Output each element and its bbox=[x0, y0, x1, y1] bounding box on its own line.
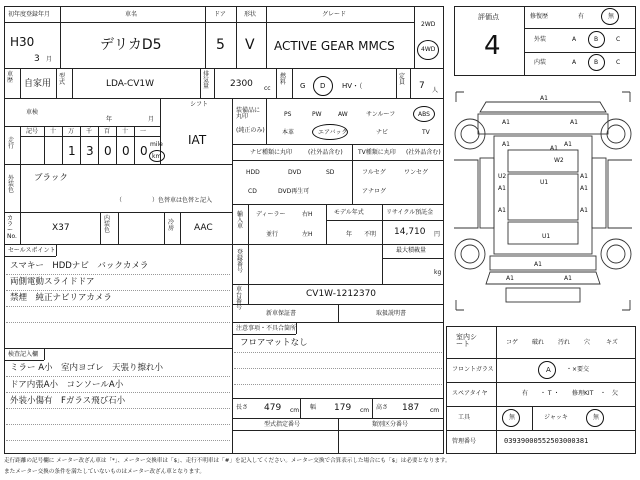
max-load-label: 最大積載量 bbox=[396, 247, 427, 254]
diag-mark-4: A1 bbox=[564, 141, 572, 148]
tv-fullseg: フルセグ bbox=[362, 169, 386, 176]
recycle-fee: 14,710 bbox=[394, 227, 426, 237]
shift: IAT bbox=[188, 133, 207, 147]
mileage-digit-4: 0 bbox=[140, 144, 148, 158]
exterior-label: 外装色 bbox=[8, 175, 15, 194]
repair-no: 無 bbox=[608, 13, 615, 20]
repair-no-circle bbox=[601, 8, 619, 25]
car-name: デリカD5 bbox=[100, 37, 162, 53]
navi-dvd-play: DVD再生可 bbox=[278, 188, 310, 195]
new-car-warranty: 新車保証書 bbox=[266, 310, 297, 317]
notes-line-0: フロアマットなし bbox=[240, 338, 308, 348]
navi-dvd: DVD bbox=[288, 169, 302, 176]
equipment-title: 装備品に丸印 bbox=[236, 107, 261, 120]
max-load-kg: kg bbox=[434, 269, 442, 276]
diag-mark-6: U1 bbox=[540, 179, 549, 186]
drive-4wd: 4WD bbox=[421, 46, 436, 53]
equip-navi: ナビ bbox=[376, 129, 389, 136]
fuel-g: G bbox=[300, 82, 306, 90]
notes-label: 注意事項・不具合箇所 bbox=[236, 325, 297, 332]
reg-month: 3 bbox=[34, 54, 40, 64]
fuel-hv: HV・（ bbox=[342, 82, 363, 90]
aircon-label: 冷房 bbox=[168, 219, 175, 232]
import-label: 輸入車 bbox=[237, 211, 244, 230]
import-dealer: ディーラー bbox=[256, 211, 286, 218]
drive-4wd-circle bbox=[417, 40, 439, 60]
tv-title: TV種類に丸印 bbox=[358, 149, 396, 156]
mgmt-number: 03939000552503000381 bbox=[504, 437, 589, 445]
equip-abs-circle bbox=[413, 106, 435, 122]
equip-tv: TV bbox=[422, 129, 430, 136]
int-grade-b-circle bbox=[588, 54, 605, 71]
diag-mark-16: A1 bbox=[506, 275, 514, 282]
equip-airbag-circle bbox=[312, 124, 348, 140]
use: 自家用 bbox=[24, 79, 52, 89]
model-label: 型式 bbox=[59, 73, 66, 86]
reg-year: H30 bbox=[10, 35, 35, 49]
mileage-digit-label-3: 千 bbox=[86, 128, 93, 135]
sales-line-2: 禁煙 純正ナビリアカメラ bbox=[10, 293, 112, 303]
model: LDA-CV1W bbox=[106, 79, 155, 89]
mileage-digit-label-2: 万 bbox=[68, 128, 75, 135]
jack-none-circle bbox=[586, 409, 604, 427]
inspection-label: 車検 bbox=[26, 109, 39, 116]
length-cm: cm bbox=[290, 407, 300, 414]
inspector-line-1: ドア内張A小 コンソールA小 bbox=[10, 380, 124, 390]
ext-grade-b: B bbox=[594, 36, 599, 43]
spare-label: スペアタイヤ bbox=[452, 390, 488, 397]
inspector-line-2: 外装小傷有 Fガラス飛び石小 bbox=[10, 396, 126, 406]
mileage-digit-1: 3 bbox=[86, 144, 94, 158]
glass-label: フロントガラス bbox=[452, 366, 494, 373]
class-number-label: 類別区分番号 bbox=[372, 421, 409, 428]
score-label: 評価点 bbox=[478, 13, 499, 21]
model-year-label: モデル年式 bbox=[334, 209, 364, 216]
equip-abs: ABS bbox=[418, 111, 430, 118]
height-label: 高さ bbox=[376, 404, 389, 411]
diag-mark-11: A1 bbox=[580, 207, 588, 214]
spare-kit: 修理KIT bbox=[572, 390, 594, 397]
int-grade-a: A bbox=[572, 59, 577, 66]
inspector-line-0: ミラー A小 室内ヨゴレ 天張り擦れ小 bbox=[10, 363, 164, 373]
chassis-number: CV1W-1212370 bbox=[306, 289, 377, 299]
glass-note: ・×要交 bbox=[566, 366, 590, 373]
score: 4 bbox=[484, 31, 501, 61]
inspector-label: 検査記入欄 bbox=[8, 351, 39, 358]
diag-mark-15: A1 bbox=[534, 261, 542, 268]
mileage-digit-label-4: 百 bbox=[104, 128, 111, 135]
diag-mark-17: A1 bbox=[564, 275, 572, 282]
diag-mark-3: A1 bbox=[502, 141, 510, 148]
footer-line-2: またメーター交換の条件を満たしていないものはメーター改ざん車となります。 bbox=[4, 469, 205, 475]
spare-missing: 欠 bbox=[612, 390, 619, 397]
repair-yes: 有 bbox=[578, 13, 585, 20]
interior-grade-label: 内装 bbox=[534, 59, 547, 66]
fuel-label: 燃料 bbox=[280, 73, 287, 86]
tv-analog: アナログ bbox=[362, 188, 387, 195]
drive-2wd: 2WD bbox=[421, 21, 436, 28]
mileage-digit-label-1: 十 bbox=[50, 128, 57, 135]
mileage-digit-label-5: 十 bbox=[122, 128, 129, 135]
repair-label: 修復歴 bbox=[530, 13, 549, 20]
sales-line-0: スマキー HDDナビ バックカメラ bbox=[10, 261, 149, 271]
seat-hole: 穴 bbox=[584, 339, 591, 346]
diag-mark-0: A1 bbox=[540, 95, 548, 102]
seat-label: 室内シート bbox=[456, 333, 477, 348]
import-right: 右H bbox=[302, 211, 313, 218]
exterior-color: ブラック bbox=[34, 173, 68, 183]
seat-burn: コゲ bbox=[506, 339, 519, 346]
import-parallel: 並行 bbox=[266, 231, 279, 238]
diag-mark-8: A1 bbox=[580, 173, 588, 180]
mileage-digit-label-0: 記号 bbox=[26, 128, 39, 135]
person-unit: 人 bbox=[432, 87, 439, 94]
door-label: ドア bbox=[214, 11, 226, 18]
ext-grade-c: C bbox=[616, 36, 621, 43]
car-name-label: 車名 bbox=[125, 11, 138, 18]
mgmt-label: 管理番号 bbox=[452, 438, 477, 445]
diag-mark-2: A1 bbox=[570, 119, 578, 126]
inspection-month-unit: 月 bbox=[148, 116, 155, 123]
seat-tear: 破れ bbox=[532, 339, 545, 346]
spare-yes: 有 bbox=[522, 390, 529, 397]
grade-label: グレード bbox=[322, 11, 347, 18]
seat-dirt: 汚れ bbox=[558, 339, 571, 346]
width-label: 幅 bbox=[310, 404, 317, 411]
owner-manual: 取扱説明書 bbox=[376, 310, 407, 317]
diag-mark-14: U1 bbox=[542, 233, 551, 240]
fuel-d-circle bbox=[313, 76, 333, 96]
int-grade-c: C bbox=[616, 59, 621, 66]
diag-mark-13: W2 bbox=[554, 157, 564, 164]
diag-mark-12: A1 bbox=[550, 145, 558, 152]
type-designation-label: 型式指定番号 bbox=[264, 421, 301, 428]
inspection-year-unit: 年 bbox=[106, 116, 113, 123]
interior-color-label: 内装色 bbox=[104, 215, 111, 234]
mileage-label: 走行 bbox=[8, 137, 15, 150]
reg-year-label: 初年度登録年月 bbox=[8, 11, 51, 18]
diag-mark-9: A1 bbox=[580, 185, 588, 192]
diag-mark-5: U2 bbox=[498, 173, 507, 180]
footer-line-1: 走行距離の記号欄に メーター改ざん車は「*」、メーター交換車は「$」、走行不明車は「#」を記入してください。メーター交換で合算表示した場合にも「$」は必要となります。 bbox=[4, 458, 451, 464]
equip-aw: AW bbox=[338, 111, 348, 118]
exterior-color-note: （ ）色替車は色替と記入 bbox=[116, 197, 213, 204]
doors: 5 bbox=[216, 37, 225, 53]
spare-dot: ・ bbox=[600, 390, 607, 397]
recycle-label: リサイクル預託金 bbox=[386, 209, 434, 216]
equip-pw: PW bbox=[312, 111, 322, 118]
equip-leather: 本革 bbox=[282, 129, 295, 136]
mileage-digit-3: 0 bbox=[122, 144, 130, 158]
height-cm: cm bbox=[430, 407, 440, 414]
ext-grade-a: A bbox=[572, 36, 577, 43]
tools-label: 工具 bbox=[458, 414, 471, 421]
navi-cd: CD bbox=[248, 188, 257, 195]
equip-sunroof: サンルーフ bbox=[366, 111, 396, 118]
color-no-label: カラーNo. bbox=[7, 215, 17, 240]
car-damage-diagram bbox=[450, 88, 636, 314]
model-year-unit: 年 bbox=[346, 231, 353, 238]
int-grade-b: B bbox=[594, 59, 599, 66]
mileage-unit-mile: mile bbox=[150, 141, 163, 148]
exterior-grade-label: 外装 bbox=[534, 36, 547, 43]
import-left: 左H bbox=[302, 231, 313, 238]
chassis-label: 車台番号 bbox=[236, 286, 243, 311]
equipment-subtitle: (純正のみ) bbox=[236, 127, 265, 134]
recycle-yen: 円 bbox=[434, 231, 441, 238]
diag-mark-10: A1 bbox=[498, 207, 506, 214]
navi-hdd: HDD bbox=[246, 169, 260, 176]
color-no: X37 bbox=[52, 223, 70, 233]
grade: ACTIVE GEAR MMCS bbox=[274, 39, 395, 53]
seat-scratch: キズ bbox=[606, 339, 618, 346]
shift-label: シフト bbox=[190, 101, 209, 108]
tools-none-circle bbox=[502, 409, 520, 427]
mileage-digit-2: 0 bbox=[104, 144, 112, 158]
displacement-label: 排気量 bbox=[203, 71, 210, 90]
displacement: 2300 bbox=[230, 79, 253, 89]
navi-sd: SD bbox=[326, 169, 335, 176]
tools-none: 無 bbox=[509, 414, 516, 421]
navi-sub: (社外品含む) bbox=[308, 149, 343, 156]
width-cm: cm bbox=[360, 407, 370, 414]
capacity-label: 定員 bbox=[399, 73, 406, 86]
cc-unit: cc bbox=[264, 85, 271, 92]
capacity: 7 bbox=[419, 81, 425, 91]
jack-none: 無 bbox=[593, 414, 600, 421]
equip-ps: PS bbox=[284, 111, 292, 118]
fuel-d: D bbox=[320, 82, 326, 90]
length-label: 長さ bbox=[236, 404, 249, 411]
shape-label: 形状 bbox=[244, 11, 257, 18]
model-year-unknown: 不明 bbox=[364, 231, 377, 238]
registration-label: 登録番号 bbox=[237, 249, 244, 274]
equip-airbag: エアバック bbox=[318, 129, 348, 136]
length: 479 bbox=[264, 403, 282, 413]
mileage-unit-km: km bbox=[152, 153, 162, 160]
sales-points-label: セールスポイント bbox=[8, 247, 56, 254]
spare-t: ・ T ・ bbox=[540, 390, 560, 397]
use-label: 車歴 bbox=[7, 71, 14, 84]
mileage-digit-label-6: 一 bbox=[140, 128, 147, 135]
tv-sub: (社外品含む) bbox=[406, 149, 441, 156]
ext-grade-b-circle bbox=[588, 31, 605, 48]
diag-mark-7: A1 bbox=[498, 185, 506, 192]
glass-grade: A bbox=[546, 366, 551, 374]
tv-oneseg: ワンセグ bbox=[404, 169, 429, 176]
navi-title: ナビ種類に丸印 bbox=[250, 149, 293, 156]
jack-label: ジャッキ bbox=[544, 414, 568, 421]
reg-month-unit: 月 bbox=[46, 56, 53, 63]
height: 187 bbox=[402, 403, 420, 413]
width: 179 bbox=[334, 403, 352, 413]
mileage-km-circle bbox=[149, 150, 165, 162]
glass-grade-circle bbox=[538, 361, 556, 379]
aircon: AAC bbox=[194, 223, 213, 233]
shape: V bbox=[245, 37, 255, 53]
sales-line-1: 両側電動スライドドア bbox=[10, 277, 95, 287]
diag-mark-1: A1 bbox=[502, 119, 510, 126]
mileage-digit-0: 1 bbox=[68, 144, 76, 158]
